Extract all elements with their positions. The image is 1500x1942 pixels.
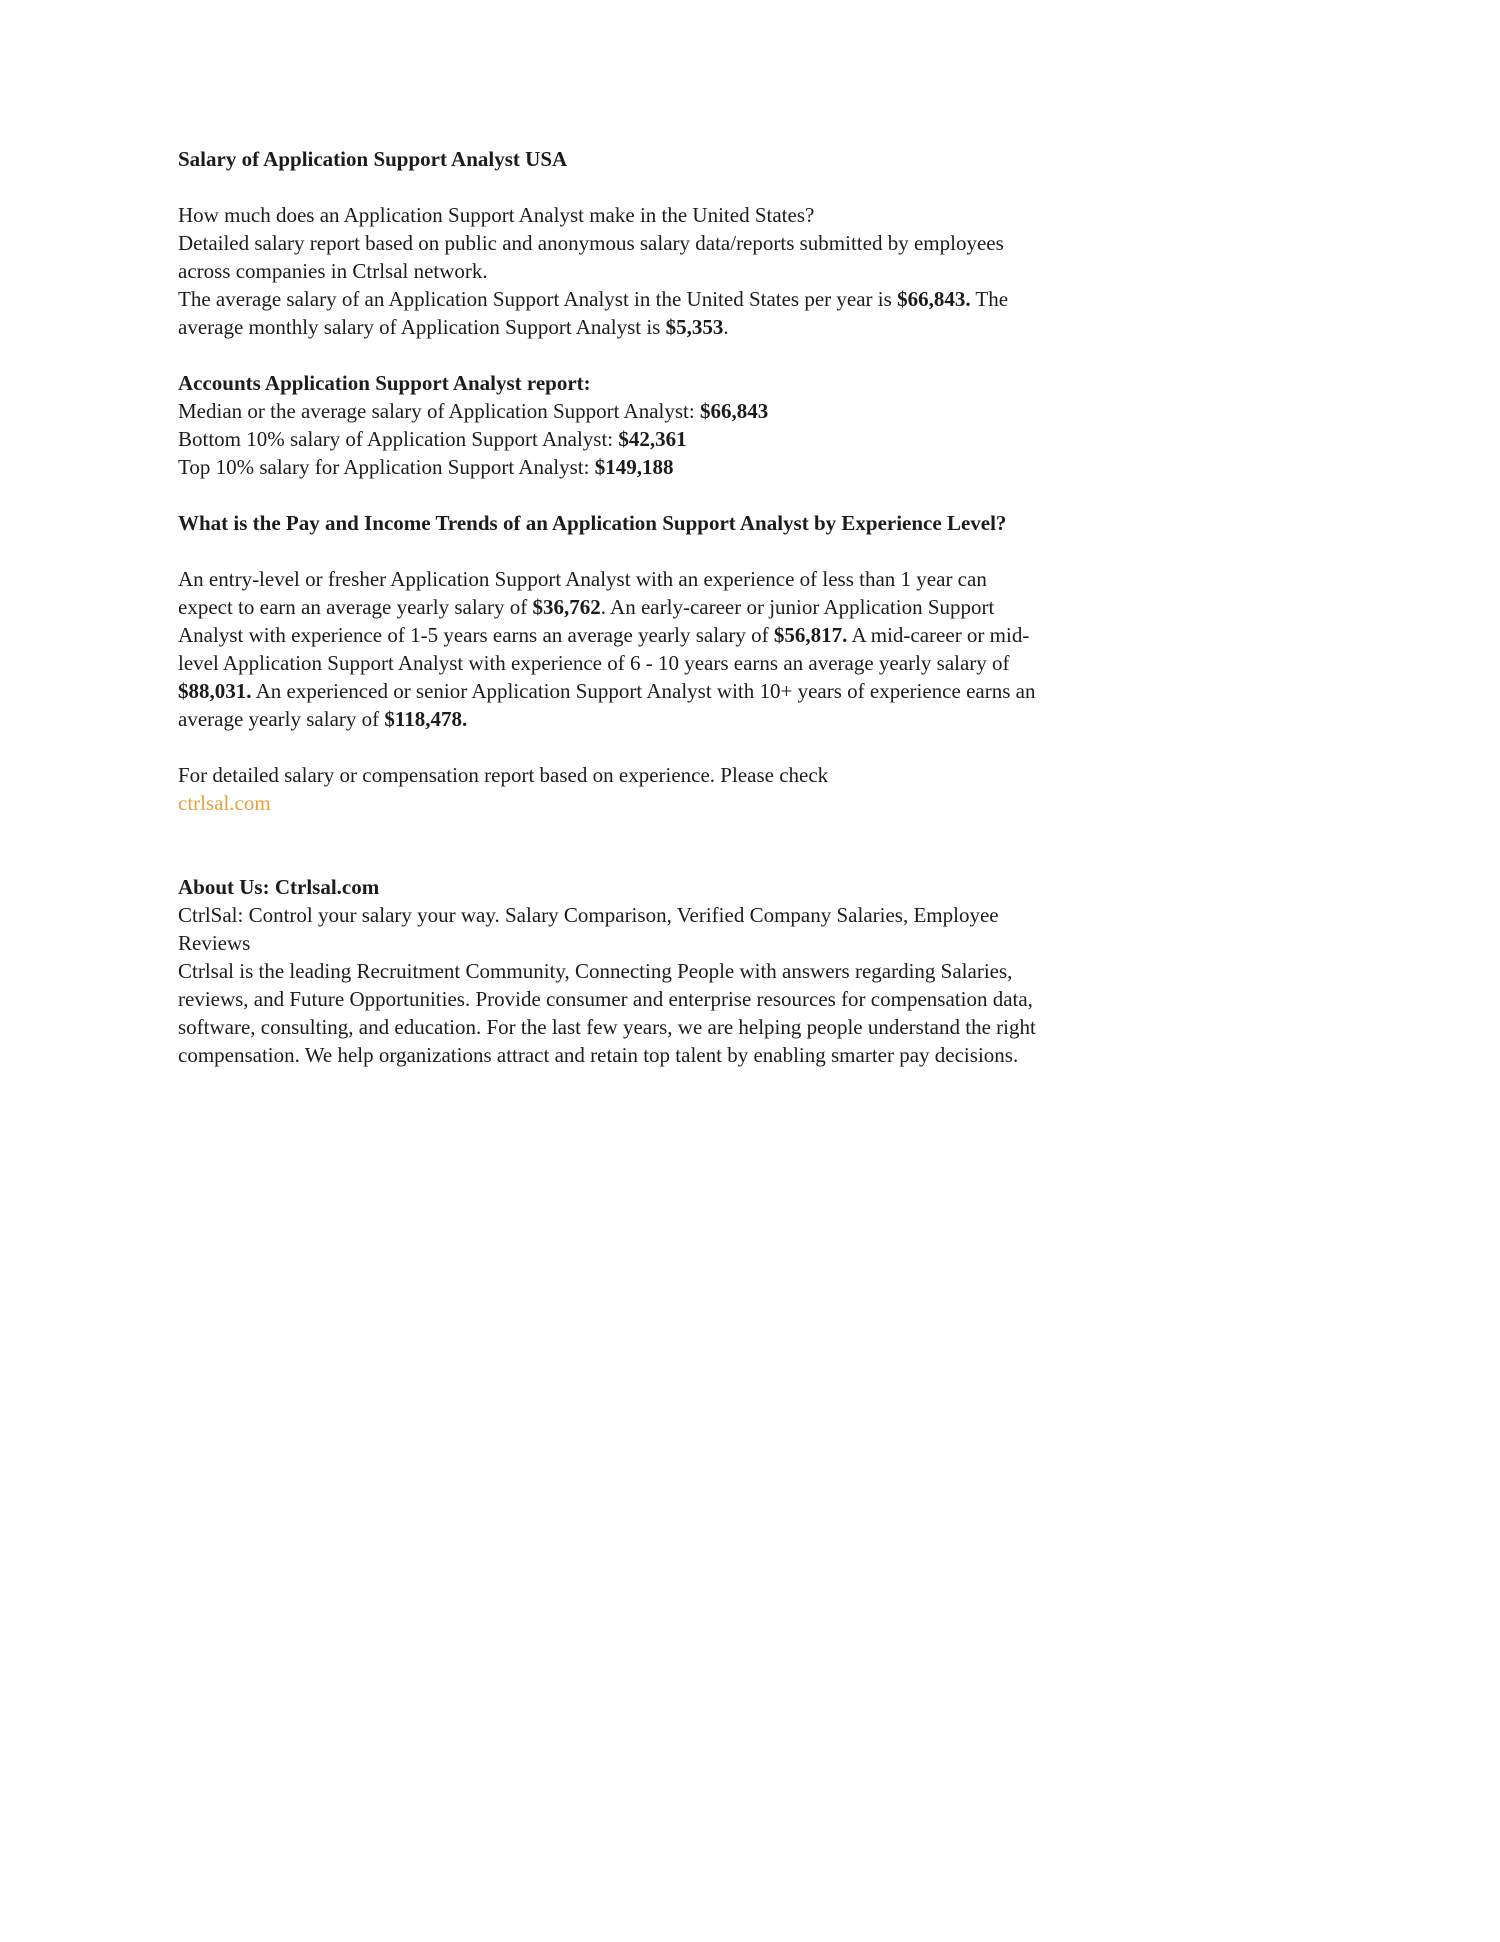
intro-paragraph — [178, 201, 1036, 341]
emphasized-text: $66,843. — [897, 287, 971, 311]
report-median-line — [178, 397, 1036, 425]
body-text: Top 10% salary for Application Support Analyst: — [178, 455, 595, 479]
emphasized-text: Salary of Application Support Analyst USA — [178, 147, 568, 171]
body-text: A mid-career or mid-level Application Support Analyst with experience of 6 - 10 years earns an average yearly salary of — [178, 623, 1030, 675]
body-text: . — [723, 315, 729, 339]
ctrlsal-link[interactable]: ctrlsal.com — [178, 791, 271, 815]
body-text: Bottom 10% salary of Application Support Analyst: — [178, 427, 619, 451]
report-top-line — [178, 453, 1036, 481]
report-bottom-line — [178, 425, 1036, 453]
emphasized-text: $88,031. — [178, 679, 252, 703]
emphasized-text: Accounts Application Support Analyst report: — [178, 371, 591, 395]
cta-paragraph — [178, 761, 1036, 817]
document-title — [178, 145, 1036, 173]
body-text: For detailed salary or compensation report based on experience. Please check — [178, 763, 829, 787]
body-text: The average monthly salary of Application Support Analyst is — [178, 287, 1009, 339]
body-text: . An early-career or junior Application Support Analyst with experience of 1-5 years earns an average yearly salary of — [178, 595, 995, 647]
body-text: An entry-level or fresher Application Support Analyst with an experience of less than 1 year can expect to earn an average yearly salary of — [178, 567, 987, 619]
body-text: Median or the average salary of Application Support Analyst: — [178, 399, 700, 423]
body-text: The average salary of an Application Support Analyst in the United States per year is — [178, 287, 898, 311]
report-heading — [178, 369, 1036, 397]
about-tagline — [178, 901, 1036, 957]
body-text: Ctrlsal is the leading Recruitment Community, Connecting People with answers regarding Salaries, reviews, and Future Opportunities. Provide consumer and enterprise resources for compensation data, software, consulting, and education. For the last few years, we are helping people understand the right compensation. We help organizations attract and retain top talent by enabling smarter pay decisions. — [178, 959, 1036, 1067]
emphasized-text: $42,361 — [618, 427, 687, 451]
body-text: Detailed salary report based on public and anonymous salary data/reports submitted by employees across companies in Ctrlsal network. — [178, 231, 1004, 283]
body-text: CtrlSal: Control your salary your way. Salary Comparison, Verified Company Salaries, Employee Reviews — [178, 903, 999, 955]
emphasized-text: $5,353 — [665, 315, 724, 339]
trends-heading — [178, 509, 1036, 537]
emphasized-text: $118,478. — [384, 707, 468, 731]
emphasized-text: About Us: Ctrlsal.com — [178, 875, 380, 899]
body-text: How much does an Application Support Analyst make in the United States? — [178, 203, 815, 227]
emphasized-text: $66,843 — [699, 399, 769, 423]
trends-paragraph — [178, 565, 1036, 733]
emphasized-text: What is the Pay and Income Trends of an Application Support Analyst by Experience Level? — [178, 511, 1007, 535]
about-paragraph — [178, 957, 1036, 1069]
emphasized-text: $36,762 — [532, 595, 601, 619]
body-text: An experienced or senior Application Support Analyst with 10+ years of experience earns an average yearly salary of — [178, 679, 1036, 731]
about-heading — [178, 873, 1036, 901]
emphasized-text: $56,817. — [773, 623, 848, 647]
emphasized-text: $149,188 — [594, 455, 674, 479]
document-content — [178, 145, 1036, 1069]
